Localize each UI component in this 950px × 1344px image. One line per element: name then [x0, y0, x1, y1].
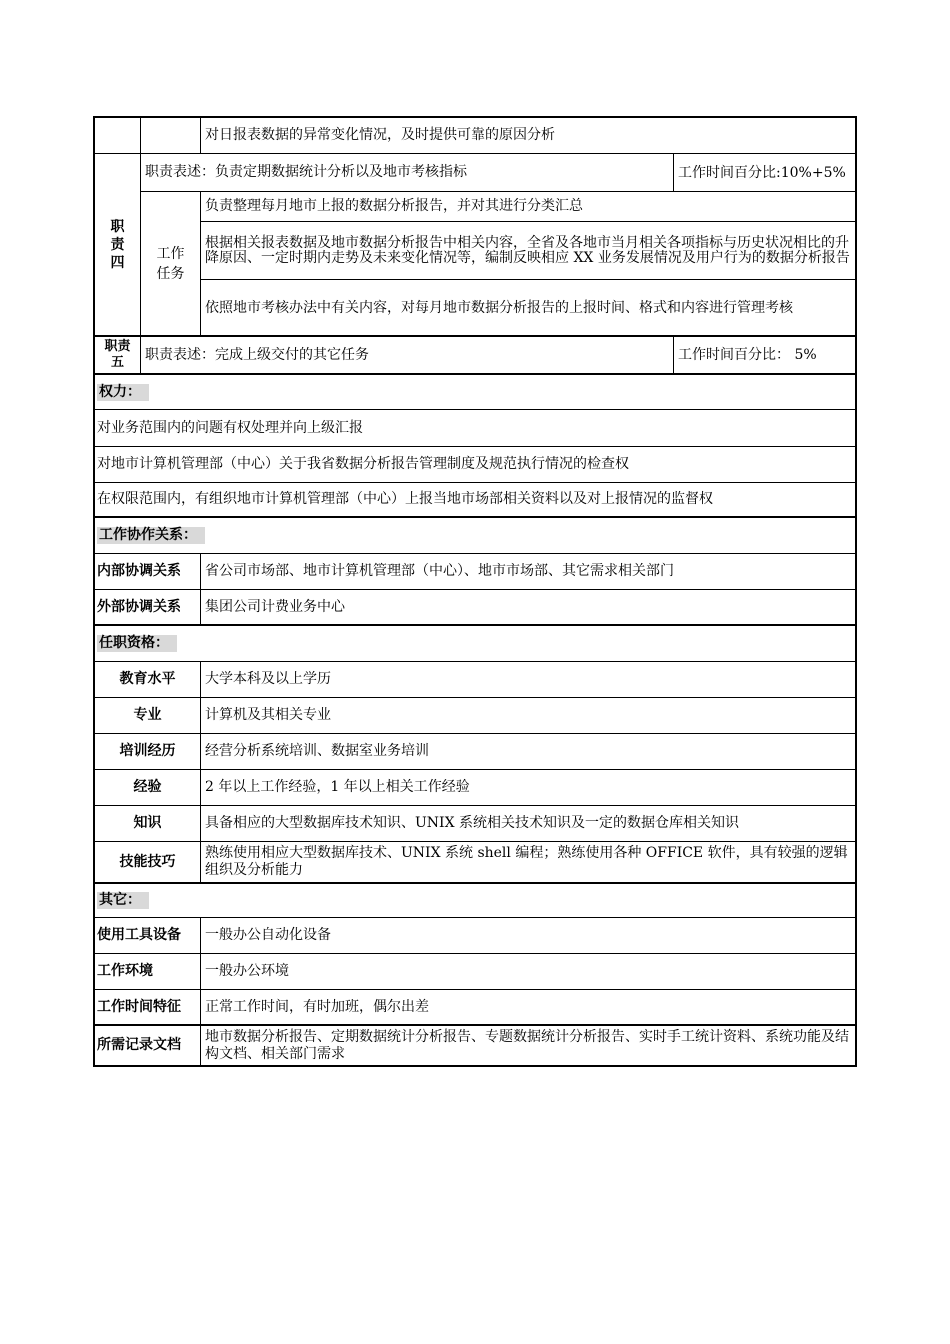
- other-tools-value: 一般办公自动化设备: [205, 927, 331, 943]
- duty4-task-label-line-2: 任务: [156, 265, 185, 282]
- cooperation-row-internal: [95, 554, 855, 590]
- qualification-training-value: 经营分析系统培训、数据室业务培训: [205, 743, 429, 759]
- duty4-tail-task-cell: [141, 118, 201, 153]
- duty5-row: [95, 337, 855, 375]
- qualification-major-value: 计算机及其相关专业: [205, 707, 331, 723]
- authority-item-3: 在权限范围内，有组织地市计算机管理部（中心）上报当地市场部相关资料以及对上报情况的监督权: [97, 491, 713, 507]
- authority-item-row-3: [95, 483, 855, 518]
- duty4-tail-row: [95, 118, 855, 154]
- qualification-education-label: 教育水平: [95, 662, 201, 697]
- authority-item-row-2: [95, 447, 855, 483]
- duty4-time-percent: 工作时间百分比:10%+5%: [678, 164, 846, 181]
- other-row-environment: [95, 954, 855, 990]
- duty4-block: [95, 154, 855, 337]
- duty4-tail-label-cell: [95, 118, 141, 153]
- duty4-task-3: 依照地市考核办法中有关内容，对每月地市数据分析报告的上报时间、格式和内容进行管理考核: [205, 299, 793, 316]
- qualification-training-label: 培训经历: [95, 734, 201, 769]
- cooperation-internal-value: 省公司市场部、地市计算机管理部（中心）、地市市场部、其它需求相关部门: [205, 563, 674, 579]
- authority-heading-text: 权力：: [97, 384, 149, 401]
- other-tools-label: 使用工具设备: [95, 918, 201, 953]
- qualification-experience-label: 经验: [95, 770, 201, 805]
- duty4-content: [141, 154, 855, 335]
- duty4-task-label: [141, 192, 201, 335]
- duty4-label-line-1: 职: [110, 218, 125, 235]
- other-row-hours: [95, 990, 855, 1026]
- cooperation-heading: [95, 518, 855, 553]
- duty4-task-label-line-1: 工作: [156, 245, 185, 262]
- other-hours-label: 工作时间特征: [95, 990, 201, 1024]
- cooperation-heading-row: [95, 518, 855, 554]
- authority-item-2: 对地市计算机管理部（中心）关于我省数据分析报告管理制度及规范执行情况的检查权: [97, 456, 629, 472]
- duty4-tasks-row: [141, 192, 855, 335]
- other-documents-label: 所需记录文档: [95, 1026, 201, 1065]
- authority-item-row-1: [95, 410, 855, 447]
- duty4-description-row: [141, 154, 855, 192]
- qualification-knowledge-value: 具备相应的大型数据库技术知识、UNIX 系统相关技术知识及一定的数据仓库相关知识: [205, 815, 739, 831]
- qualification-heading-text: 任职资格：: [97, 635, 177, 652]
- duty4-label: [95, 154, 141, 335]
- duty5-label-line-2: 五: [110, 355, 124, 370]
- duty5-label-line-1: 职责: [104, 339, 131, 354]
- qualification-education-value: 大学本科及以上学历: [205, 671, 331, 687]
- qualification-heading: [95, 626, 855, 661]
- authority-item-1: 对业务范围内的问题有权处理并向上级汇报: [97, 419, 363, 436]
- cooperation-row-external: [95, 590, 855, 626]
- qualification-row-education: [95, 662, 855, 698]
- duty5-time-percent: 工作时间百分比： 5%: [678, 346, 817, 363]
- qualification-skills-value: 熟练使用相应大型数据库技术、UNIX 系统 shell 编程；熟练使用各种 OFFICE 软件，具有较强的逻辑组织及分析能力: [205, 845, 848, 878]
- cooperation-heading-text: 工作协作关系：: [97, 527, 205, 544]
- duty4-task-1: 负责整理每月地市上报的数据分析报告，并对其进行分类汇总: [201, 192, 855, 222]
- job-description-table: [93, 116, 857, 1067]
- qualification-row-major: [95, 698, 855, 734]
- duty4-label-line-3: 四: [110, 254, 125, 271]
- authority-heading: [95, 375, 855, 409]
- other-heading: [95, 884, 855, 917]
- qualification-major-label: 专业: [95, 698, 201, 733]
- duty5-label: [95, 337, 141, 373]
- qualification-experience-value: 2 年以上工作经验，1 年以上相关工作经验: [205, 779, 470, 795]
- table-frame: [93, 116, 857, 1067]
- duty4-task-2: 根据相关报表数据及地市数据分析报告中相关内容，全省及各地市当月相关各项指标与历史状况相比的升降原因、一定时期内走势及未来变化情况等，编制反映相应 XX 业务发展情况及用户行为的数据分析报告: [201, 222, 855, 280]
- duty4-label-line-2: 责: [110, 236, 125, 253]
- qualification-row-skills: [95, 842, 855, 884]
- other-heading-text: 其它：: [97, 892, 149, 909]
- duty4-task-list: [201, 192, 855, 335]
- other-heading-row: [95, 884, 855, 918]
- qualification-skills-label: 技能技巧: [95, 842, 201, 882]
- qualification-heading-row: [95, 626, 855, 662]
- duty5-description: 职责表述：完成上级交付的其它任务: [141, 337, 674, 373]
- qualification-row-experience: [95, 770, 855, 806]
- other-environment-label: 工作环境: [95, 954, 201, 989]
- other-documents-value: 地市数据分析报告、定期数据统计分析报告、专题数据统计分析报告、实时手工统计资料、系统功能及结构文档、相关部门需求: [205, 1028, 849, 1062]
- other-row-tools: [95, 918, 855, 954]
- qualification-row-training: [95, 734, 855, 770]
- other-hours-value: 正常工作时间，有时加班，偶尔出差: [205, 998, 429, 1015]
- qualification-knowledge-label: 知识: [95, 806, 201, 841]
- authority-heading-row: [95, 375, 855, 410]
- other-environment-value: 一般办公环境: [205, 963, 289, 979]
- duty4-tail-task-text: 对日报表数据的异常变化情况，及时提供可靠的原因分析: [205, 127, 555, 143]
- qualification-row-knowledge: [95, 806, 855, 842]
- cooperation-external-value: 集团公司计费业务中心: [205, 598, 345, 615]
- other-row-documents: [95, 1026, 855, 1067]
- cooperation-external-label: 外部协调关系: [95, 590, 201, 624]
- cooperation-internal-label: 内部协调关系: [95, 554, 201, 589]
- duty4-description: 职责表述：负责定期数据统计分析以及地市考核指标: [141, 154, 674, 191]
